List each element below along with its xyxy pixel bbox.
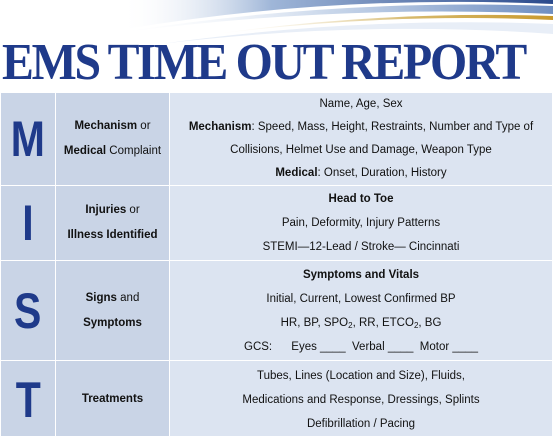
mist-letter-t: T (1, 361, 56, 436)
table-row-m (1, 93, 553, 186)
mist-letter-i: I (1, 186, 56, 261)
mist-letter-s: S (1, 261, 56, 361)
page-title: EMS TIME OUT REPORT (2, 34, 526, 91)
row-detail-injuries: Head to Toe Pain, Deformity, Injury Patterns STEMI—12-Lead / Stroke— Cincinnati (170, 186, 553, 261)
table-row-i (1, 186, 553, 261)
row-label-mechanism: Mechanism or Medical Complaint (56, 93, 170, 186)
row-label-treatments: Treatments (56, 361, 170, 436)
row-detail-mechanism: Name, Age, Sex Mechanism: Speed, Mass, Height, Restraints, Number and Type of Collisions, Helmet Use and Damage, Weapon Type Medical: Onset, Duration, History (170, 93, 553, 186)
header-banner (0, 0, 553, 92)
mist-table (0, 92, 553, 436)
row-label-signs: Signs and Symptoms (56, 261, 170, 361)
row-detail-signs: Symptoms and Vitals Initial, Current, Lowest Confirmed BP HR, BP, $SPO_2$, RR, $ETCO_2$, BG GCS: Eyes ____ Verbal ____ Motor ____ (170, 261, 553, 361)
row-label-injuries: Injuries or Illness Identified (56, 186, 170, 261)
table-row-s (1, 261, 553, 361)
table-row-t (1, 361, 553, 436)
mist-letter-m: M (1, 93, 56, 186)
row-detail-treatments: Tubes, Lines (Location and Size), Fluids, Medications and Response, Dressings, Splints Defibrillation / Pacing (170, 361, 553, 436)
